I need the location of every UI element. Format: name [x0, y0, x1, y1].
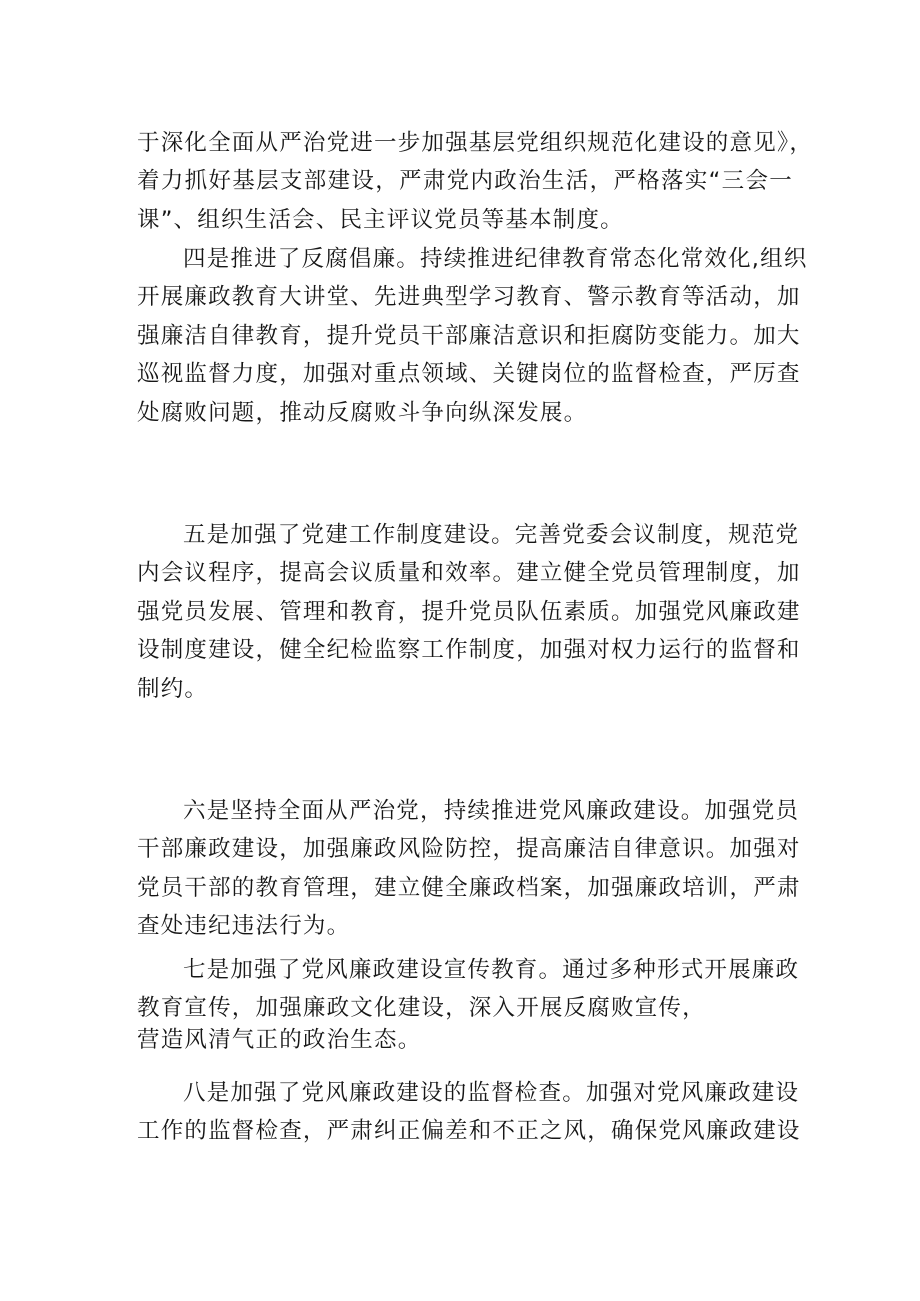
text-line: 营造风清气正的政治生态。 — [137, 1027, 422, 1054]
text-line: 干部廉政建设，加强廉政风险防控，提高廉洁自律意识。加强对 — [137, 836, 801, 863]
text-line: 强廉洁自律教育，提升党员干部廉洁意识和拒腐防变能力。加大 — [137, 322, 801, 349]
text-line: 六是坚持全面从严治党，持续推进党风廉政建设。加强党员 — [183, 798, 800, 824]
text-line: 八是加强了党风廉政建设的监督检查。加强对党风廉政建设 — [183, 1080, 800, 1106]
paragraph-6 — [137, 792, 801, 946]
paragraph-continuation — [137, 124, 814, 239]
text-line: 查处违纪违法行为。 — [137, 913, 351, 940]
text-line: 处腐败问题，推动反腐败斗争向纵深发展。 — [137, 399, 588, 426]
text-line: 巡视监督力度，加强对重点领域、关键岗位的监督检查，严厉查 — [137, 361, 801, 388]
text-line: 于深化全面从严治党进一步加强基层党组织规范化建设的意见》， — [137, 130, 814, 156]
text-line: 制约。 — [137, 675, 209, 702]
text-line: 四是推进了反腐倡廉。持续推进纪律教育常态化常效化,组织 — [183, 246, 808, 272]
text-line: 党员干部的教育管理，建立健全廉政档案，加强廉政培训，严肃 — [137, 874, 801, 901]
text-line: 强党员发展、管理和教育，提升党员队伍素质。加强党风廉政建 — [137, 598, 801, 625]
text-line: 五是加强了党建工作制度建设。完善党委会议制度，规范党 — [183, 522, 800, 548]
text-line: 设制度建设，健全纪检监察工作制度，加强对权力运行的监督和 — [137, 637, 801, 664]
text-line: 着力抓好基层支部建设，严肃党内政治生活，严格落实“三会一 — [137, 168, 793, 195]
text-line: 开展廉政教育大讲堂、先进典型学习教育、警示教育等活动，加 — [137, 284, 801, 311]
text-line: 七是加强了党风廉政建设宣传教育。通过多种形式开展廉政 — [183, 957, 800, 983]
paragraph-8 — [137, 1074, 801, 1151]
paragraph-4 — [137, 240, 808, 432]
text-line: 课”、组织生活会、民主评议党员等基本制度。 — [137, 206, 624, 233]
text-line: 教育宣传，加强廉政文化建设，深入开展反腐败宣传， — [137, 995, 706, 1022]
text-line: 工作的监督检查，严肃纠正偏差和不正之风，确保党风廉政建设 — [137, 1118, 801, 1145]
paragraph-5 — [137, 516, 801, 708]
paragraph-7 — [137, 951, 800, 1060]
text-line: 内会议程序，提高会议质量和效率。建立健全党员管理制度，加 — [137, 560, 801, 587]
